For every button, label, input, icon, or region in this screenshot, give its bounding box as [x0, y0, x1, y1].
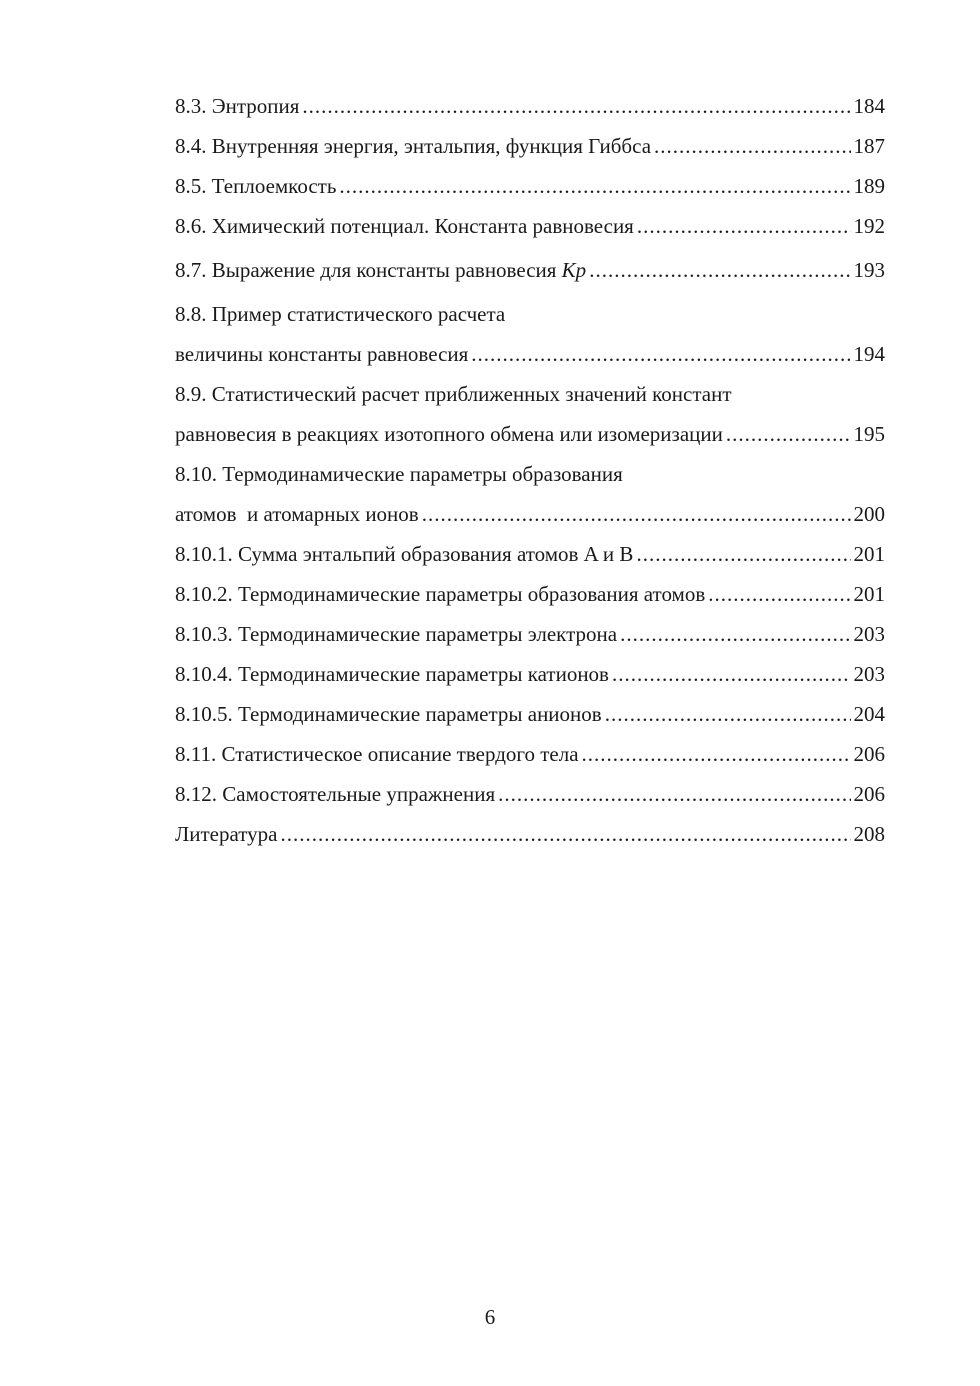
toc-entry-title: 8.10.2. Термодинамические параметры образования атомов	[175, 582, 706, 606]
toc-entry-page: 200	[853, 502, 885, 526]
dot-leader	[620, 618, 850, 650]
toc-entry-8-3[interactable]	[175, 90, 885, 130]
dot-leader	[422, 498, 851, 530]
toc-entry-8-12[interactable]	[175, 778, 885, 818]
toc-entry-page: 201	[853, 542, 885, 566]
dot-leader	[637, 210, 851, 242]
toc-entry-title: 8.5. Теплоемкость	[175, 174, 337, 198]
toc-entry-page: 189	[853, 174, 885, 198]
toc-entry-8-10-1[interactable]	[175, 538, 885, 578]
toc-entry-title: 8.10.3. Термодинамические параметры электрона	[175, 622, 618, 646]
toc-entry-title: 8.10. Термодинамические параметры образования	[175, 462, 623, 486]
toc-entry-page: 193	[853, 258, 885, 282]
dot-leader	[636, 538, 850, 570]
toc-entry-page: 187	[853, 134, 885, 158]
toc-entry-8-9-heading[interactable]	[175, 378, 885, 418]
toc-entry-page: 192	[853, 214, 885, 238]
toc-entry-page: 204	[853, 702, 885, 726]
dot-leader	[280, 818, 850, 850]
dot-leader	[605, 698, 851, 730]
toc-entry-8-9[interactable]	[175, 418, 885, 458]
toc-entry-page: 203	[853, 622, 885, 646]
toc-entry-title: 8.10.5. Термодинамические параметры анионов	[175, 702, 602, 726]
toc-entry-page: 208	[853, 822, 885, 846]
dot-leader	[582, 738, 851, 770]
dot-leader	[726, 418, 851, 450]
toc-entry-8-6[interactable]	[175, 210, 885, 250]
toc-entry-8-4[interactable]	[175, 130, 885, 170]
toc-entry-title: 8.3. Энтропия	[175, 94, 300, 118]
toc-entry-page: 184	[853, 94, 885, 118]
toc-entry-title-cont: атомов и атомарных ионов	[175, 502, 419, 526]
toc-entry-page: 195	[853, 422, 885, 446]
toc-entry-title: 8.12. Самостоятельные упражнения	[175, 782, 496, 806]
toc-entry-page: 206	[853, 782, 885, 806]
toc-entry-8-10-3[interactable]	[175, 618, 885, 658]
toc-entry-page: 203	[853, 662, 885, 686]
dot-leader	[471, 338, 850, 370]
toc-entry-8-11[interactable]	[175, 738, 885, 778]
toc-entry-8-5[interactable]	[175, 170, 885, 210]
dot-leader	[498, 778, 850, 810]
toc-entry-literature[interactable]	[175, 818, 885, 858]
toc-entry-8-10-2[interactable]	[175, 578, 885, 618]
toc-entry-title: Литература	[175, 822, 278, 846]
page-number: 6	[484, 1305, 496, 1329]
toc-entry-title: 8.9. Статистический расчет приближенных значений констант	[175, 382, 732, 406]
dot-leader	[589, 250, 850, 290]
toc-entry-page: 201	[853, 582, 885, 606]
toc-entry-8-8-heading[interactable]	[175, 298, 885, 338]
table-of-contents	[175, 90, 885, 858]
kp-symbol: Kp	[561, 258, 587, 282]
toc-entry-title-cont: равновесия в реакциях изотопного обмена или изомеризации	[175, 422, 723, 446]
toc-entry-title: 8.10.1. Сумма энтальпий образования атомов A и B	[175, 542, 634, 566]
toc-entry-title	[175, 250, 586, 290]
toc-entry-title: 8.8. Пример статистического расчета	[175, 302, 506, 326]
dot-leader	[708, 578, 850, 610]
toc-entry-title-text: 8.7. Выражение для константы равновесия	[175, 258, 562, 282]
toc-entry-8-10-heading[interactable]	[175, 458, 885, 498]
dot-leader	[302, 90, 850, 122]
toc-entry-8-7[interactable]	[175, 250, 885, 298]
toc-entry-8-10[interactable]	[175, 498, 885, 538]
toc-entry-title: 8.10.4. Термодинамические параметры катионов	[175, 662, 609, 686]
toc-entry-page: 206	[853, 742, 885, 766]
toc-entry-8-10-5[interactable]	[175, 698, 885, 738]
dot-leader	[339, 170, 850, 202]
toc-entry-title: 8.11. Статистическое описание твердого тела	[175, 742, 579, 766]
toc-entry-title: 8.6. Химический потенциал. Константа равновесия	[175, 214, 634, 238]
toc-entry-title: 8.4. Внутренняя энергия, энтальпия, функция Гиббса	[175, 134, 652, 158]
toc-entry-page: 194	[853, 342, 885, 366]
toc-entry-title-cont: величины константы равновесия	[175, 342, 469, 366]
toc-entry-8-8[interactable]	[175, 338, 885, 378]
toc-entry-8-10-4[interactable]	[175, 658, 885, 698]
dot-leader	[654, 130, 850, 162]
dot-leader	[612, 658, 851, 690]
